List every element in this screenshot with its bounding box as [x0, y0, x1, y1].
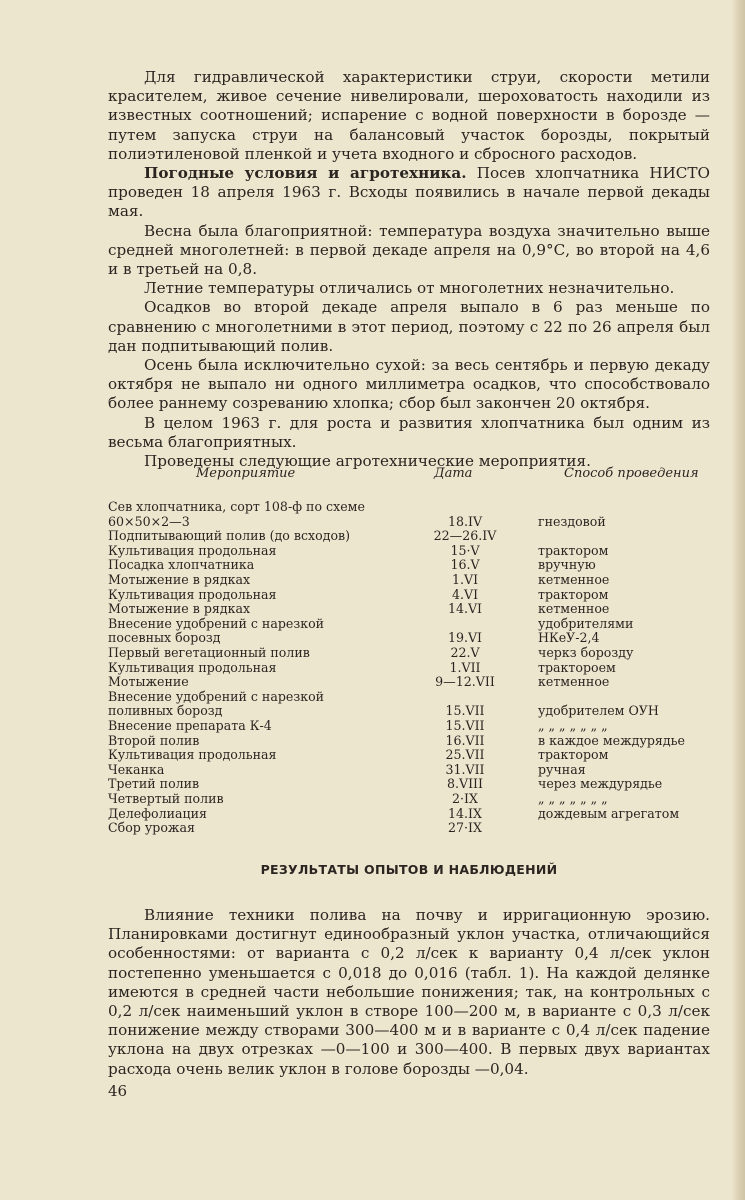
date-cell: 1.VI	[451, 572, 479, 587]
paragraph: Проведены следующие агротехнические мероприятия.	[144, 452, 591, 471]
table-row	[108, 573, 708, 588]
results-text	[108, 906, 710, 1079]
paragraph: Осень была исключительно сухой: за весь сентябрь и первую декаду октября не выпало ни одного миллиметра осадков, что способствовало более раннему созреванию хлопка; сбор был закончен 20 октября.	[108, 356, 710, 413]
table-header-method: Способ проведения	[564, 466, 699, 481]
method-cell: кетменное	[538, 572, 610, 587]
table-row	[108, 500, 708, 515]
date-cell: 2·IX	[452, 791, 478, 806]
event-cell: посевных борозд	[108, 630, 221, 646]
method-cell: черкз борозду	[538, 645, 634, 660]
event-cell: Второй полив	[108, 732, 200, 748]
event-cell: Культивация продольная	[108, 747, 277, 763]
event-cell: Мотыжение в рядках	[108, 601, 251, 617]
event-cell: Делефолиация	[108, 805, 207, 821]
date-cell: 8.VIII	[446, 776, 484, 792]
table-row	[108, 734, 708, 749]
event-cell: Внесение удобрений с нарезкой	[108, 615, 325, 631]
method-cell: НКеУ-2,4	[538, 630, 600, 646]
method-cell: „ „ „ „ „ „ „	[538, 718, 608, 733]
date-cell: 22—26.IV	[433, 528, 497, 544]
event-cell: Чеканка	[108, 761, 165, 777]
paragraph: Погодные условия и агротехника. Посев хлопчатника НИСТО проведен 18 апреля 1963 г. Всходы появились в начале первой декады мая.	[108, 164, 711, 221]
table-row	[108, 792, 708, 807]
date-cell: 9—12.VII	[435, 674, 495, 690]
table-row	[108, 558, 708, 573]
method-cell: „ „ „ „ „ „ „	[538, 791, 608, 806]
method-cell: удобрителями	[538, 615, 634, 631]
event-cell: Культивация продольная	[108, 542, 277, 558]
event-cell: поливных борозд	[108, 703, 223, 719]
event-cell: Культивация продольная	[108, 586, 277, 602]
table-row	[108, 807, 708, 822]
event-cell: Подпитывающий полив (до всходов)	[108, 528, 351, 544]
date-cell: 19.VI	[447, 630, 483, 646]
method-cell: кетменное	[538, 674, 610, 690]
event-cell: Третий полив	[108, 776, 200, 792]
paragraph: Летние температуры отличались от многолетних незначительно.	[144, 279, 675, 298]
table-row	[108, 617, 708, 632]
table-row	[108, 588, 708, 603]
method-cell: трактором	[538, 542, 609, 558]
event-cell: Мотыжение	[108, 674, 189, 690]
paragraph: Влияние техники полива на почву и ирригационную эрозию. Планировками достигнут единообразный уклон участка, отличающийся особенностями: от варианта с 0,2 л/сек к варианту 0,4 л/сек уклон постепенно уменьшается с 0,018 до 0,016 (табл. 1). На каждой делянке имеются в средней части небольшие понижения; так, на контрольных с 0,2 л/сек наименьший уклон в створе 100—200 м, в варианте с 0,3 л/сек понижение между створами 300—400 м и в варианте с 0,4 л/сек падение уклона на двух отрезках —0—100 и 300—400. В первых двух вариантах расхода очень велик уклон в голове борозды —0,04.	[108, 906, 710, 1078]
date-cell: 14.IX	[448, 805, 482, 821]
table-header-event: Мероприятие	[196, 466, 296, 481]
table-row	[108, 544, 708, 559]
event-cell: 60×50×2—3	[108, 513, 190, 529]
event-cell: Первый вегетационный полив	[108, 645, 310, 660]
date-cell: 16.VII	[445, 732, 485, 748]
method-cell: трактором	[538, 747, 609, 763]
event-cell: Четвертый полив	[108, 791, 224, 806]
date-cell: 31.VII	[445, 761, 485, 777]
table-row	[108, 748, 708, 763]
date-cell: 27·IX	[448, 820, 482, 836]
method-cell: тракторoем	[538, 659, 616, 675]
table-row	[108, 661, 708, 676]
date-cell: 1.VII	[449, 659, 481, 675]
date-cell: 15.VII	[445, 703, 485, 719]
event-cell: Внесение препарата К-4	[108, 718, 272, 733]
method-cell: дождевым агрегатом	[538, 805, 680, 821]
table-row	[108, 719, 708, 734]
table-row	[108, 529, 708, 544]
date-cell: 15.VII	[445, 718, 485, 733]
date-cell: 25.VII	[445, 747, 485, 763]
method-cell: удобрителем ОУН	[538, 703, 659, 719]
table-row	[108, 777, 708, 792]
table-row	[108, 763, 708, 778]
page-edge	[731, 0, 745, 1200]
table-header-date: Дата	[434, 466, 473, 481]
event-cell: Мотыжение в рядках	[108, 572, 251, 587]
date-cell: 4.VI	[451, 586, 479, 602]
method-cell: кетменное	[538, 601, 610, 617]
page-number: 46	[108, 1082, 128, 1100]
date-cell: 18.IV	[447, 513, 483, 529]
date-cell: 15·V	[450, 542, 480, 558]
event-cell: Культивация продольная	[108, 659, 277, 675]
table-row	[108, 821, 708, 836]
table-row	[108, 602, 708, 617]
event-cell: Сбор урожая	[108, 820, 195, 836]
date-cell: 16.V	[450, 557, 480, 573]
paragraph: Для гидравлической характеристики струи, скорости метили красителем, живое сечение нивелировали, шероховатость находили из известных соотношений; испарение с водной поверхности в борозде — путем запуска струи на балансовый участок борозды, покрытый полиэтиленовой пленкой и учета входного и сбросного расходов.	[108, 68, 710, 163]
table-row	[108, 646, 708, 661]
paragraph: Осадков во второй декаде апреля выпало в 6 раз меньше по сравнению с многолетними в этот период, поэтому с 22 по 26 апреля был дан подпитывающий полив.	[108, 298, 710, 355]
method-cell: в каждое междурядье	[538, 732, 685, 748]
table-row	[108, 515, 708, 530]
method-cell: ручная	[538, 761, 586, 777]
method-cell: гнездовой	[538, 513, 606, 529]
event-cell: Внесение удобрений с нарезкой	[108, 688, 325, 704]
table-row	[108, 675, 708, 690]
method-cell: через междурядье	[538, 776, 663, 792]
paragraph: Весна была благоприятной: температура воздуха значительно выше средней многолетней: в первой декаде апреля на 0,9°С, во второй на 4,6 и в третьей на 0,8.	[108, 221, 710, 279]
intro-text	[108, 68, 710, 471]
date-cell: 22.V	[450, 645, 480, 660]
table-row	[108, 690, 708, 705]
event-cell: Посадка хлопчатника	[108, 557, 255, 573]
method-cell: вручную	[538, 557, 596, 573]
paragraph: В целом 1963 г. для роста и развития хлопчатника был одним из весьма благоприятных.	[108, 413, 710, 451]
table-row	[108, 631, 708, 646]
method-cell: трактором	[538, 586, 609, 602]
event-cell: Сев хлопчатника, сорт 108-ф по схеме	[108, 499, 365, 514]
date-cell: 14.VI	[447, 601, 483, 617]
section-title: РЕЗУЛЬТАТЫ ОПЫТОВ И НАБЛЮДЕНИЙ	[260, 862, 558, 877]
table-row	[108, 704, 708, 719]
